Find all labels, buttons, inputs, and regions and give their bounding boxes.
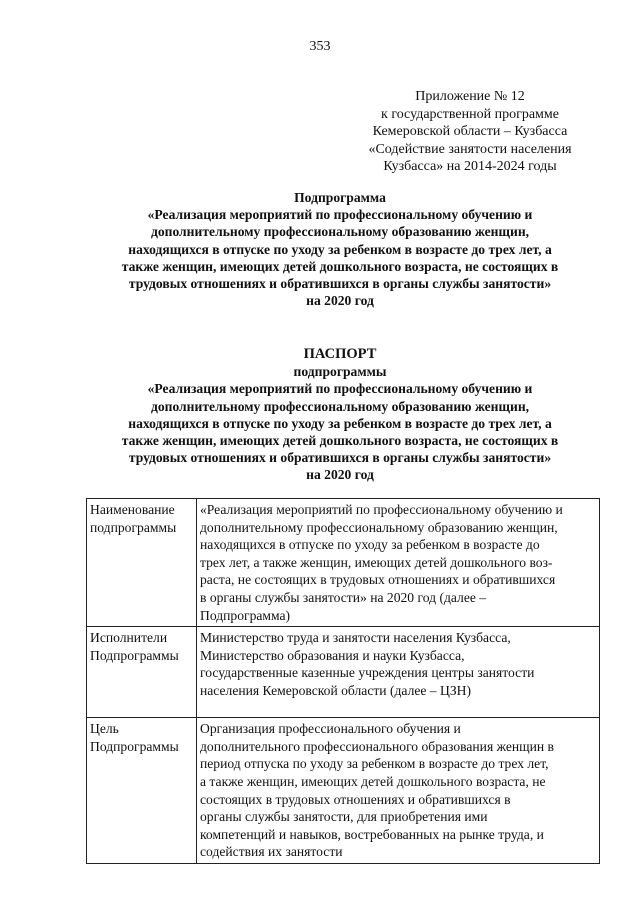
appendix-line: Приложение № 12: [415, 89, 525, 104]
appendix-line: Кемеровской области – Кузбасса: [372, 124, 568, 139]
cell-text-line: раста, не состоящих в трудовых отношениях и обратившихся: [200, 572, 556, 588]
cell-text-line: Исполнители: [90, 630, 168, 646]
cell-text-line: Министерство труда и занятости населения Кузбасса,: [200, 630, 511, 646]
cell-text-line: а также женщин, имеющих детей дошкольного возраста, не: [200, 773, 546, 789]
cell-text-line: компетенций и навыков, востребованных на рынке труда, и: [200, 826, 544, 842]
passport-title: [60, 346, 620, 484]
cell-text-line: органы службы занятости, для приобретения ими: [200, 809, 488, 825]
subprogram-title-line: дополнительному профессиональному образованию женщин,: [150, 224, 530, 240]
cell-text-line: Подпрограммы: [90, 738, 179, 754]
table-label-cell: [87, 499, 197, 627]
cell-text-line: Министерство образования и науки Кузбасса,: [200, 647, 465, 663]
table-row: [87, 627, 600, 718]
passport-title-line: находящихся в отпуске по уходу за ребенком в возрасте до трех лет, а: [128, 415, 552, 431]
cell-text-line: Организация профессионального обучения и: [200, 721, 461, 737]
cell-text-line: Наименование: [90, 502, 175, 517]
table-value-cell: [197, 627, 600, 718]
appendix-header: [340, 88, 600, 176]
subprogram-title-line: Подпрограмма: [294, 190, 386, 205]
cell-text-line: содействия их занятости: [200, 844, 343, 860]
table-label-cell: [87, 627, 197, 718]
table-row: [87, 499, 600, 627]
cell-text-line: населения Кемеровской области (далее – ЦЗН): [200, 682, 471, 698]
subprogram-title-line: также женщин, имеющих детей дошкольного возраста, не состоящих в: [121, 258, 559, 274]
cell-text-line: дополнительному профессиональному образованию женщин,: [200, 519, 558, 535]
cell-text-line: «Реализация мероприятий по профессиональному обучению и: [200, 502, 563, 517]
cell-text-line: находящихся в отпуске по уходу за ребенком в возрасте до: [200, 537, 540, 553]
subprogram-title-line: находящихся в отпуске по уходу за ребенком в возрасте до трех лет, а: [128, 241, 552, 257]
cell-text-line: трех лет, а также женщин, имеющих детей дошкольного воз-: [200, 554, 553, 570]
passport-title-line: на 2020 год: [306, 467, 374, 483]
appendix-line: к государственной программе: [381, 106, 559, 122]
cell-text-line: в органы службы занятости» на 2020 год (далее –: [200, 589, 487, 605]
table-value-cell: [197, 718, 600, 864]
passport-title-line: подпрограммы: [293, 364, 387, 380]
subprogram-title-line: «Реализация мероприятий по профессиональному обучению и: [147, 207, 533, 223]
passport-title-line: дополнительному профессиональному образованию женщин,: [150, 398, 530, 414]
subprogram-title-line: трудовых отношениях и обратившихся в органы службы занятости»: [128, 276, 552, 292]
passport-title-line: трудовых отношениях и обратившихся в органы службы занятости»: [128, 450, 552, 466]
cell-text-line: Цель: [90, 721, 119, 737]
page-number: 353: [309, 39, 331, 54]
cell-text-line: период отпуска по уходу за ребенком в возрасте до трех лет,: [200, 756, 549, 772]
appendix-line: «Содействие занятости населения: [368, 141, 572, 157]
passport-heading: ПАСПОРТ: [303, 346, 377, 362]
passport-title-line: также женщин, имеющих детей дошкольного возраста, не состоящих в: [121, 433, 559, 449]
cell-text-line: подпрограммы: [90, 519, 177, 535]
table-value-cell: [197, 499, 600, 627]
cell-text-line: государственные казенные учреждения центры занятости: [200, 665, 535, 681]
passport-table: [86, 498, 600, 864]
appendix-line: Кузбасса» на 2014-2024 годы: [383, 159, 557, 174]
table-row: [87, 718, 600, 864]
cell-text-line: состоящих в трудовых отношениях и обратившихся в: [200, 791, 511, 807]
subprogram-title: [60, 189, 620, 309]
table-label-cell: [87, 718, 197, 864]
cell-text-line: дополнительного профессионального образования женщин в: [200, 738, 554, 754]
passport-title-line: «Реализация мероприятий по профессиональному обучению и: [147, 381, 533, 397]
subprogram-title-line: на 2020 год: [306, 293, 374, 309]
cell-text-line: Подпрограммы: [90, 647, 179, 663]
cell-text-line: Подпрограмма): [200, 607, 291, 623]
